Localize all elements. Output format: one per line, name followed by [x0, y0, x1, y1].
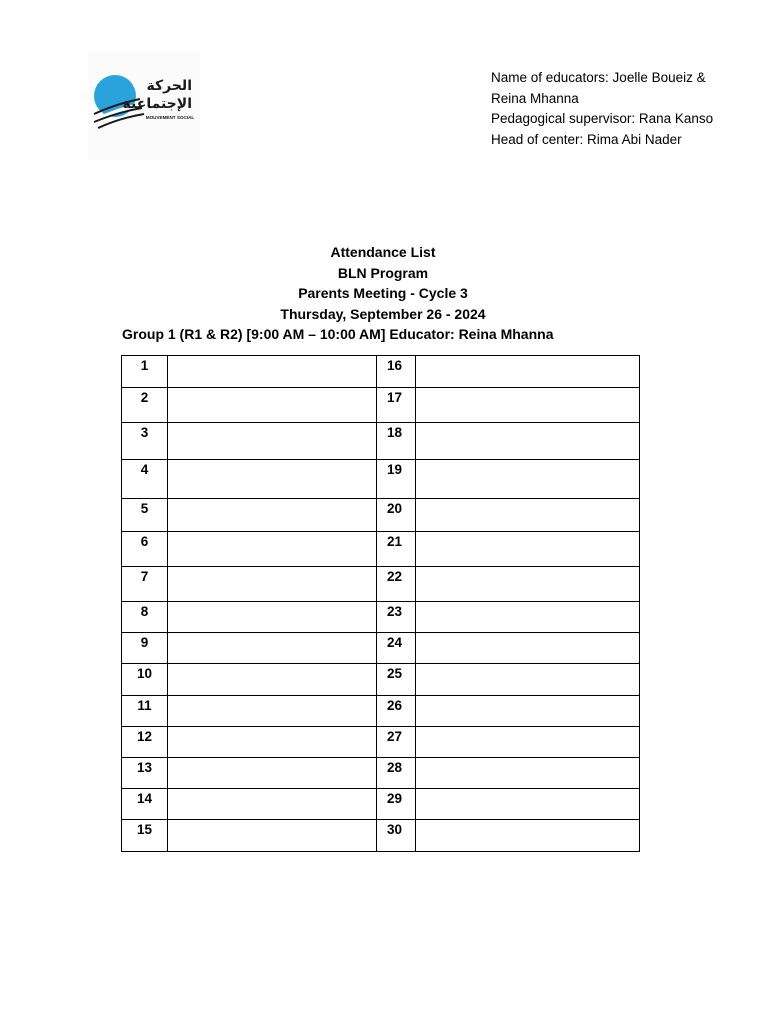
row-number-right: 30 — [377, 820, 416, 852]
name-cell-right[interactable] — [416, 696, 640, 727]
heading-title: Attendance List — [330, 244, 436, 260]
table-row — [122, 388, 640, 423]
logo-latin-text: MOUVEMENT SOCIAL — [145, 115, 195, 120]
table-row — [122, 499, 640, 532]
row-number-left: 8 — [122, 602, 168, 633]
name-cell-left[interactable] — [168, 633, 377, 664]
row-number-left: 3 — [122, 423, 168, 460]
row-number-right: 21 — [377, 532, 416, 567]
table-row — [122, 532, 640, 567]
name-cell-left[interactable] — [168, 758, 377, 789]
table-row — [122, 758, 640, 789]
row-number-left: 5 — [122, 499, 168, 532]
row-number-left: 9 — [122, 633, 168, 664]
name-cell-right[interactable] — [416, 820, 640, 852]
name-cell-right[interactable] — [416, 532, 640, 567]
name-cell-left[interactable] — [168, 696, 377, 727]
attendance-table — [121, 355, 640, 852]
logo-graphic — [88, 52, 200, 160]
name-cell-left[interactable] — [168, 356, 377, 388]
table-row — [122, 727, 640, 758]
row-number-right: 20 — [377, 499, 416, 532]
name-cell-right[interactable] — [416, 356, 640, 388]
table-row — [122, 423, 640, 460]
name-cell-left[interactable] — [168, 460, 377, 499]
name-cell-left[interactable] — [168, 499, 377, 532]
name-cell-right[interactable] — [416, 789, 640, 820]
row-number-right: 24 — [377, 633, 416, 664]
organization-logo — [88, 52, 200, 160]
educators-line-2: Reina Mhanna — [491, 90, 579, 106]
row-number-left: 10 — [122, 664, 168, 696]
name-cell-right[interactable] — [416, 388, 640, 423]
table-row — [122, 820, 640, 852]
row-number-left: 13 — [122, 758, 168, 789]
educators-line-1: Name of educators: Joelle Boueiz & — [491, 70, 706, 85]
name-cell-right[interactable] — [416, 499, 640, 532]
row-number-left: 6 — [122, 532, 168, 567]
logo-arabic-line2: الإجتماعية — [122, 96, 192, 112]
row-number-left: 14 — [122, 789, 168, 820]
table-row — [122, 664, 640, 696]
row-number-right: 25 — [377, 664, 416, 696]
table-row — [122, 567, 640, 602]
row-number-right: 28 — [377, 758, 416, 789]
name-cell-right[interactable] — [416, 727, 640, 758]
table-row — [122, 460, 640, 499]
name-cell-right[interactable] — [416, 602, 640, 633]
row-number-right: 27 — [377, 727, 416, 758]
table-row — [122, 696, 640, 727]
heading-meeting: Parents Meeting - Cycle 3 — [298, 285, 468, 301]
name-cell-right[interactable] — [416, 664, 640, 696]
table-row — [122, 602, 640, 633]
staff-info-block — [491, 68, 741, 150]
document-heading — [120, 242, 646, 324]
name-cell-left[interactable] — [168, 727, 377, 758]
name-cell-right[interactable] — [416, 758, 640, 789]
row-number-left: 11 — [122, 696, 168, 727]
name-cell-left[interactable] — [168, 567, 377, 602]
row-number-right: 19 — [377, 460, 416, 499]
name-cell-left[interactable] — [168, 664, 377, 696]
name-cell-right[interactable] — [416, 423, 640, 460]
pedagogical-supervisor: Pedagogical supervisor: Rana Kanso — [491, 111, 714, 126]
row-number-right: 26 — [377, 696, 416, 727]
row-number-left: 12 — [122, 727, 168, 758]
name-cell-left[interactable] — [168, 388, 377, 423]
group-details: Group 1 (R1 & R2) [9:00 AM – 10:00 AM] Educator: Reina Mhanna — [122, 326, 554, 342]
row-number-right: 17 — [377, 388, 416, 423]
row-number-right: 29 — [377, 789, 416, 820]
heading-program: BLN Program — [337, 264, 429, 281]
name-cell-left[interactable] — [168, 423, 377, 460]
row-number-left: 2 — [122, 388, 168, 423]
name-cell-right[interactable] — [416, 567, 640, 602]
name-cell-right[interactable] — [416, 460, 640, 499]
row-number-left: 7 — [122, 567, 168, 602]
name-cell-left[interactable] — [168, 789, 377, 820]
name-cell-right[interactable] — [416, 633, 640, 664]
row-number-right: 23 — [377, 602, 416, 633]
row-number-left: 15 — [122, 820, 168, 852]
row-number-right: 16 — [377, 356, 416, 388]
logo-arabic-line1: الحركة — [146, 78, 192, 94]
head-of-center: Head of center: Rima Abi Nader — [491, 131, 682, 147]
row-number-right: 18 — [377, 423, 416, 460]
table-row — [122, 789, 640, 820]
table-row — [122, 356, 640, 388]
row-number-left: 1 — [122, 356, 168, 388]
row-number-left: 4 — [122, 460, 168, 499]
heading-date: Thursday, September 26 - 2024 — [280, 305, 486, 322]
row-number-right: 22 — [377, 567, 416, 602]
table-row — [122, 633, 640, 664]
name-cell-left[interactable] — [168, 602, 377, 633]
name-cell-left[interactable] — [168, 820, 377, 852]
name-cell-left[interactable] — [168, 532, 377, 567]
